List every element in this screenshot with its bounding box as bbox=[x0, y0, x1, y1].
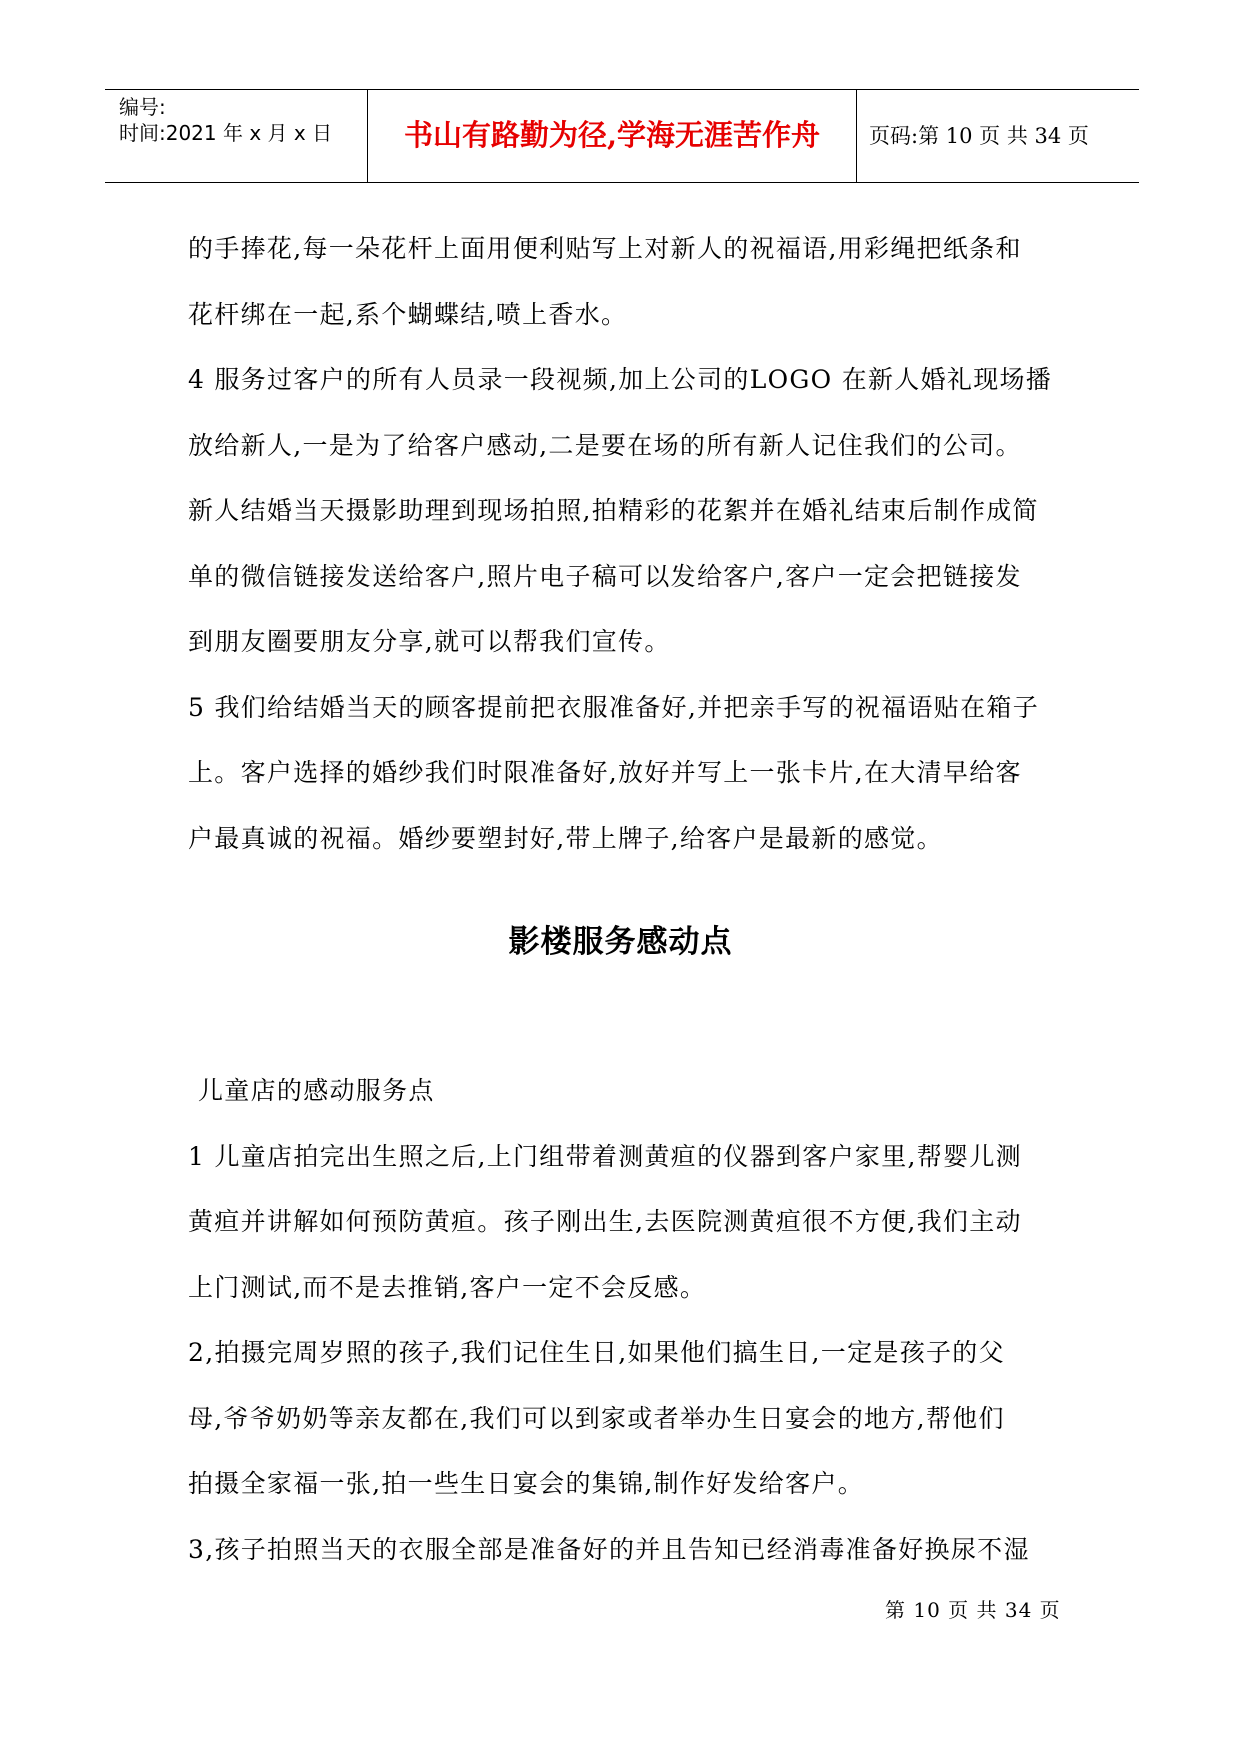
body-line: 户最真诚的祝福。婚纱要塑封好,带上牌子,给客户是最新的感觉。 bbox=[188, 823, 943, 853]
subsection-title: 儿童店的感动服务点 bbox=[198, 1076, 435, 1105]
body-line: 2,拍摄完周岁照的孩子,我们记住生日,如果他们搞生日,一定是孩子的父 bbox=[188, 1338, 1005, 1367]
body-line: 拍摄全家福一张,拍一些生日宴会的集锦,制作好发给客户。 bbox=[188, 1469, 864, 1498]
document-number-label: 编号: bbox=[119, 95, 166, 119]
body-line: 新人结婚当天摄影助理到现场拍照,拍精彩的花絮并在婚礼结束后制作成简 bbox=[188, 496, 1039, 525]
body-line: 3,孩子拍照当天的衣服全部是准备好的并且告知已经消毒准备好换尿不湿 bbox=[188, 1534, 1030, 1564]
header-page-cell bbox=[857, 90, 1139, 182]
header-motto: 书山有路勤为径,学海无涯苦作舟 bbox=[403, 118, 821, 152]
body-line: 到朋友圈要朋友分享,就可以帮我们宣传。 bbox=[188, 627, 671, 656]
body-line: 单的微信链接发送给客户,照片电子稿可以发给客户,客户一定会把链接发 bbox=[188, 561, 1022, 591]
page-footer: 第 10 页 共 34 页 bbox=[885, 1598, 1061, 1622]
body-line: 花杆绑在一起,系个蝴蝶结,喷上香水。 bbox=[188, 299, 628, 329]
header-page-info: 页码:第 10 页 共 34 页 bbox=[869, 124, 1089, 148]
header-motto-cell bbox=[368, 90, 857, 182]
document-time-label: 时间:2021 年 x 月 x 日 bbox=[119, 121, 333, 145]
document-header bbox=[105, 89, 1139, 183]
section-children-store bbox=[188, 1058, 1088, 1582]
body-line: 上门测试,而不是去推销,客户一定不会反感。 bbox=[188, 1272, 707, 1302]
body-line: 上。客户选择的婚纱我们时限准备好,放好并写上一张卡片,在大清早给客 bbox=[188, 758, 1022, 787]
body-line: 母,爷爷奶奶等亲友都在,我们可以到家或者举办生日宴会的地方,帮他们 bbox=[188, 1403, 1005, 1433]
body-line: 5 我们给结婚当天的顾客提前把衣服准备好,并把亲手写的祝福语贴在箱子 bbox=[188, 692, 1040, 722]
body-line: 的手捧花,每一朵花杆上面用便利贴写上对新人的祝福语,用彩绳把纸条和 bbox=[188, 234, 1022, 263]
header-info-cell bbox=[105, 90, 368, 182]
body-line: 黄疸并讲解如何预防黄疸。孩子刚出生,去医院测黄疸很不方便,我们主动 bbox=[188, 1207, 1022, 1236]
body-line: 1 儿童店拍完出生照之后,上门组带着测黄疸的仪器到客户家里,帮婴儿测 bbox=[188, 1141, 1022, 1171]
body-line: 放给新人,一是为了给客户感动,二是要在场的所有新人记住我们的公司。 bbox=[188, 430, 1022, 460]
body-line: 4 服务过客户的所有人员录一段视频,加上公司的LOGO 在新人婚礼现场播 bbox=[188, 365, 1053, 394]
section-wedding-paragraphs bbox=[188, 216, 1088, 871]
section-heading: 影楼服务感动点 bbox=[508, 924, 733, 960]
